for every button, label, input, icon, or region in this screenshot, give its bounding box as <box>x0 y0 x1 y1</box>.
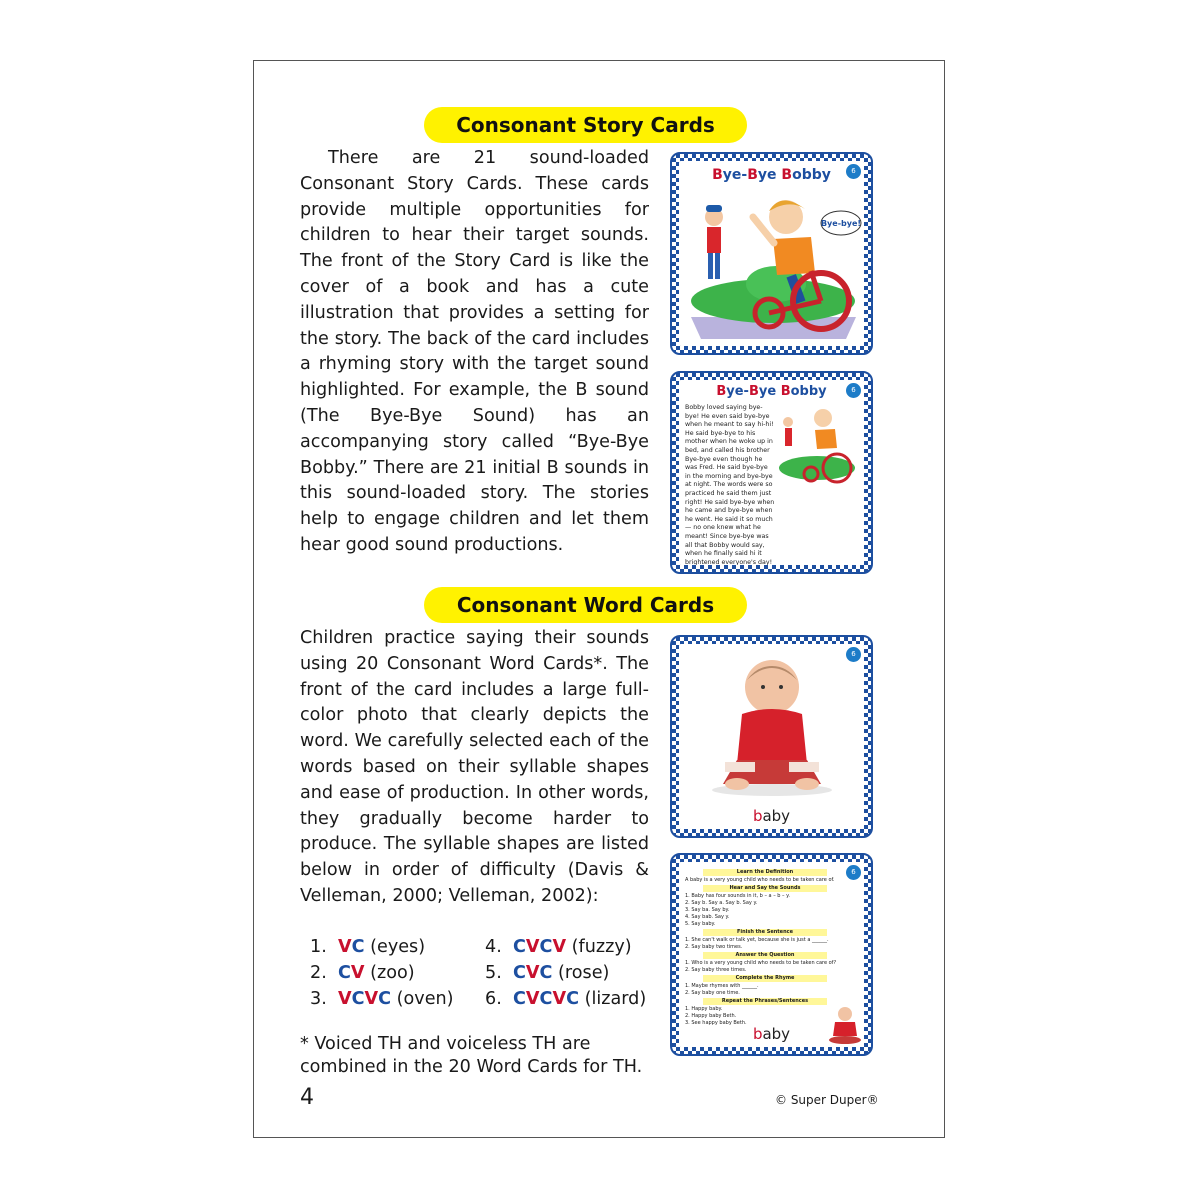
copyright-notice: © Super Duper® <box>775 1093 879 1107</box>
card-number-badge: 6 <box>846 865 861 880</box>
syllable-item: 6. CVCVC (lizard) <box>485 988 647 1009</box>
story-text: Bobby loved saying bye-bye! He even said bye-bye when he meant to say hi-hi! He said bye-bye to his mother when he woke up in bed, and called his brother Bye-bye even though he was Fred. He said bye-bye in the morning and bye-bye at night. The words were so practiced he said them just right! He said bye-bye when he came and bye-bye when he went. He said it so much — no one knew what he meant! Since bye-bye was all that Bobby would say, when he finally said hi it brightened everyone's day! <box>685 404 775 565</box>
story-card-title: Bye-Bye Bobby <box>712 167 831 183</box>
speech-bubble-text: Bye-bye! <box>820 219 862 228</box>
word-card-label: baby <box>752 807 791 825</box>
story-card-back <box>670 371 873 574</box>
syllable-item: 2. CV (zoo) <box>310 962 415 983</box>
small-bike-illustration <box>775 400 855 490</box>
syllable-item: 4. CVCV (fuzzy) <box>485 937 632 957</box>
word-card-back <box>670 853 873 1056</box>
story-card-back-title: Bye-Bye Bobby <box>716 384 827 399</box>
baby-photo <box>697 652 847 802</box>
word-cards-heading: Consonant Word Cards <box>424 587 747 623</box>
page-number: 4 <box>300 1085 314 1110</box>
card-number-badge: 6 <box>846 164 861 179</box>
word-card-back-label: baby <box>752 1025 791 1043</box>
syllable-list-column-2 <box>485 935 646 1012</box>
syllable-item: 3. VCVC (oven) <box>310 988 454 1009</box>
syllable-list-column-1 <box>310 935 454 1012</box>
word-card-back-text: Learn the Definition A baby is a very young child who needs to be taken care of. Hear and Say the Sounds 1. Baby has four sounds in it, b – a – b – y. 2. Say b. Say a. Say b. Say y. 3. Say ba. Say by. 4. Say bab. Say y. 5. Say baby. Finish the Sentence 1. She can't walk or talk yet, because she is just a ______. 2. Say baby two times. Answer the Question 1. Who is a very young child who needs to be taken care of? 2. Say baby three times. Complete the Rhyme 1. Maybe rhymes with ______. 2. Say baby one time. Repeat the Phrases/Sentences 1. Happy baby. 2. Happy baby Beth. 3. See happy baby Beth. <box>685 869 837 1026</box>
story-cards-heading: Consonant Story Cards <box>424 107 747 143</box>
footnote: * Voiced TH and voiceless TH are combined in the 20 Word Cards for TH. <box>300 1034 643 1077</box>
word-card-front <box>670 635 873 838</box>
syllable-item: 5. CVC (rose) <box>485 962 610 983</box>
bike-boy-illustration <box>681 189 864 344</box>
syllable-item: 1. VC (eyes) <box>310 937 426 957</box>
story-card-front <box>670 152 873 355</box>
card-number-badge: 6 <box>846 647 861 662</box>
story-cards-description: There are 21 sound-loaded Consonant Story Cards. These cards provide multiple opportunities for children to hear their target sounds. The front of the Story Card is like the cover of a book and has a cute illustration that provides a setting for the story. The back of the card includes a rhyming story with the target sound highlighted. For example, the B sound (The Bye-Bye Sound) has an accompanying story called “Bye-Bye Bobby.” There are 21 initial B sounds in this sound-loaded story. The stories help to engage children and let them hear good sound productions. <box>300 148 649 555</box>
word-cards-description: Children practice saying their sounds using 20 Consonant Word Cards*. The front of the card includes a large full-color photo that clearly depicts the word. We carefully selected each of the words based on their syllable shapes and ease of production. In other words, they gradually become harder to produce. The syllable shapes are listed below in order of difficulty (Davis & Velleman, 2000; Velleman, 2002): <box>300 628 649 906</box>
card-number-badge: 6 <box>846 383 861 398</box>
